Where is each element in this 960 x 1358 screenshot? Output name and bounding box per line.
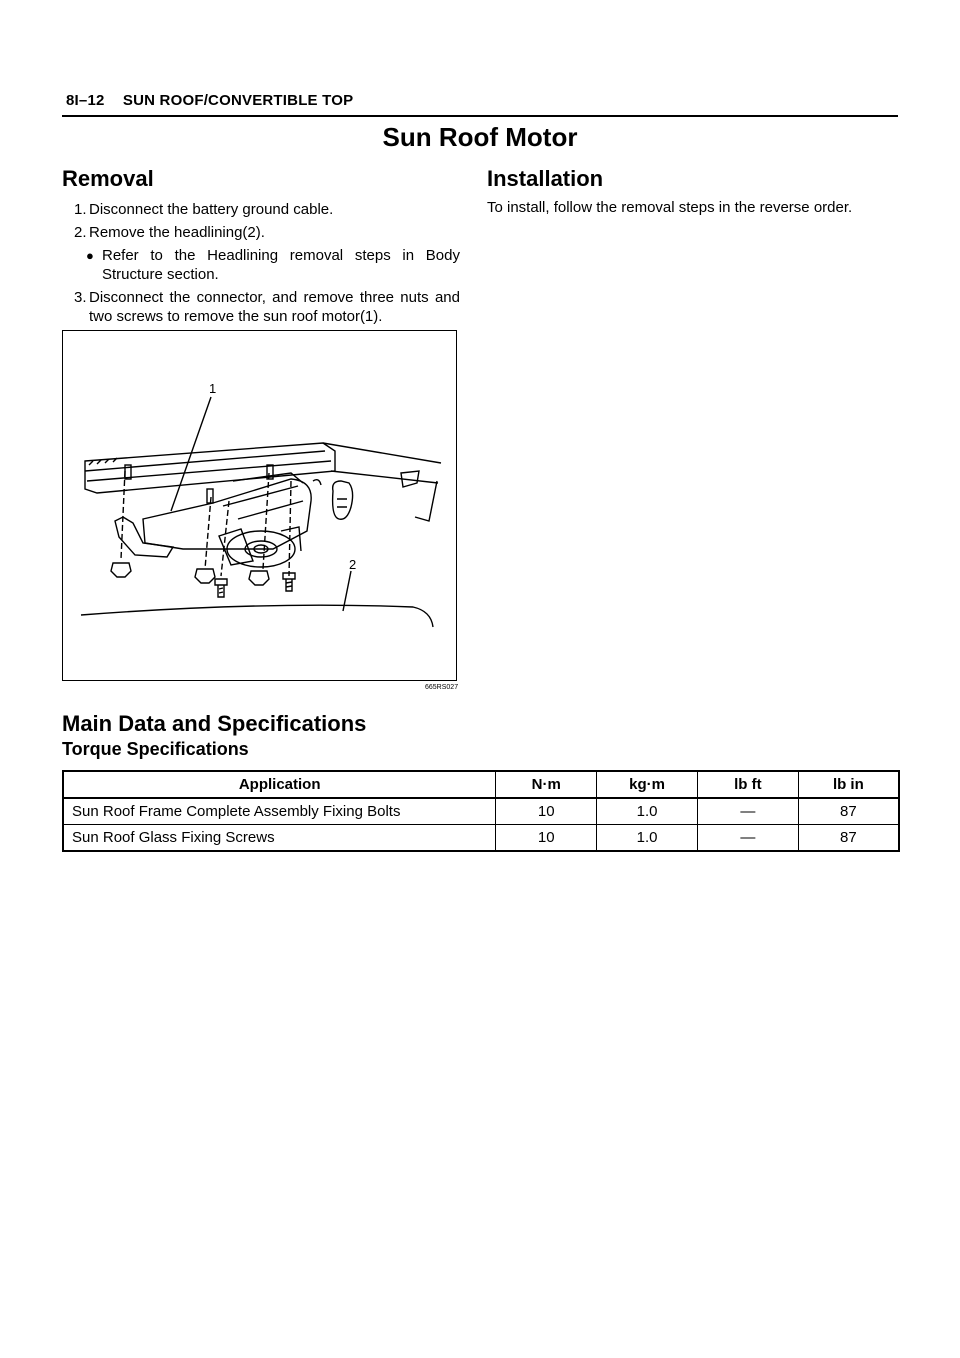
step-2-note: [74, 246, 460, 284]
cell-nm: 10: [496, 798, 597, 825]
torque-specifications-table: [62, 770, 900, 852]
sun-roof-motor-illustration: [62, 330, 457, 681]
step-number: 1.: [74, 201, 87, 218]
table-row: [63, 825, 899, 852]
step-text: Disconnect the connector, and remove three nuts and two screws to remove the sun roof motor(1).: [89, 289, 460, 325]
table-row: [63, 798, 899, 825]
step-number: 3.: [74, 289, 87, 306]
installation-text: To install, follow the removal steps in the reverse order.: [487, 199, 853, 216]
removal-heading: Removal: [62, 166, 154, 191]
column-header-lbft: lb ft: [697, 771, 798, 798]
column-header-nm: N·m: [496, 771, 597, 798]
column-header-kgm: kg·m: [597, 771, 698, 798]
callout-1: 1: [209, 381, 217, 396]
step-text: Remove the headlining(2).: [89, 224, 265, 241]
main-data-heading: Main Data and Specifications: [62, 711, 367, 736]
step-number: 2.: [74, 224, 87, 241]
column-header-application: Application: [63, 771, 496, 798]
cell-lbin: 87: [798, 798, 899, 825]
section-code: 8I–12: [66, 92, 105, 109]
column-header-lbin: lb in: [798, 771, 899, 798]
step-3: [74, 288, 460, 326]
cell-kgm: 1.0: [597, 825, 698, 852]
cell-application: Sun Roof Glass Fixing Screws: [63, 825, 496, 852]
torque-specifications-heading: Torque Specifications: [62, 739, 249, 759]
step-2: [74, 223, 460, 242]
step-text: Disconnect the battery ground cable.: [89, 201, 334, 218]
cell-kgm: 1.0: [597, 798, 698, 825]
motor-drawing: [63, 331, 456, 680]
section-title: SUN ROOF/CONVERTIBLE TOP: [122, 92, 354, 109]
cell-lbin: 87: [798, 825, 899, 852]
cell-lbft: —: [697, 825, 798, 852]
cell-application: Sun Roof Frame Complete Assembly Fixing Bolts: [63, 798, 496, 825]
header-divider: [62, 115, 898, 117]
installation-heading: Installation: [487, 166, 604, 191]
callout-2: 2: [349, 557, 357, 572]
page-header: [66, 92, 353, 109]
cell-lbft: —: [697, 798, 798, 825]
step-1: [74, 200, 460, 219]
removal-steps: [74, 200, 460, 330]
cell-nm: 10: [496, 825, 597, 852]
page-title: Sun Roof Motor: [382, 122, 578, 152]
figure-code: 665RS027: [425, 684, 459, 691]
table-header-row: [63, 771, 899, 798]
note-text: Refer to the Headlining removal steps in Body Structure section.: [102, 247, 460, 283]
bullet-icon: ●: [86, 248, 94, 263]
